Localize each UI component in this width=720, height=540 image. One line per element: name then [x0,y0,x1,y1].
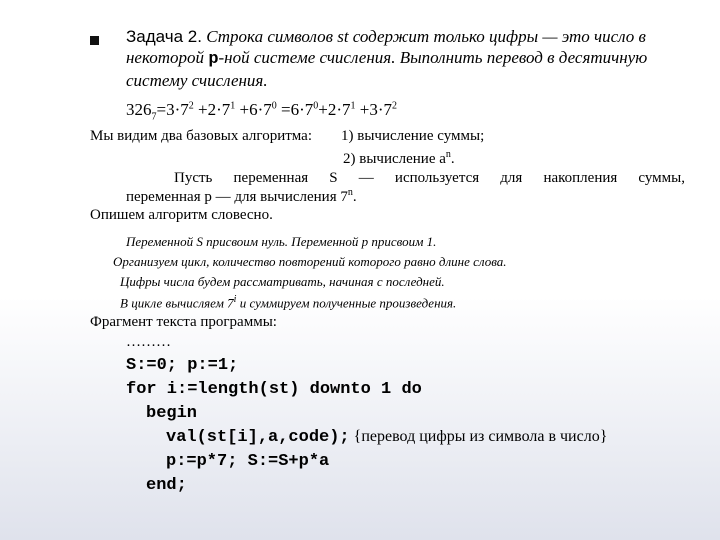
code-comment: {перевод цифры из символа в число} [349,428,608,445]
formula-term: =3·7 [156,100,189,119]
algorithm-1: 1) вычисление суммы; [341,128,485,144]
task-p: p [208,50,219,69]
fragment-dots: ……… [126,334,171,350]
formula-term: =6·7 [276,100,314,119]
formula-exp: 1 [230,100,236,112]
task-text-1: Строка символов st содержит только цифры — это число в некоторой [126,27,646,67]
formula [126,100,397,122]
code-line-4: val(st[i],a,code); {перевод цифры из символа в число} [166,428,608,447]
bullet-square [90,36,99,45]
formula-term: +6·7 [235,100,272,119]
formula-exp: 2 [392,100,397,112]
formula-exp: 0 [271,100,277,112]
formula-term: +3·7 [355,100,392,119]
formula-term: +2·7 [193,100,231,119]
variable-s-text: Пусть переменная S — используется для накопления суммы, [174,170,685,186]
task-statement [126,26,686,91]
formula-exp: 0 [313,100,319,112]
task-lead: Задача 2. [126,27,202,46]
code-line-2: for i:=length(st) downto 1 do [126,380,422,399]
describe-text: Опишем алгоритм словесно. [90,207,273,223]
formula-exp: 2 [188,100,194,112]
formula-base: 7 [151,111,157,123]
algo-line-3: Цифры числа будем рассматривать, начиная с последней. [120,274,445,289]
algo-line-4: В цикле вычисляем 7$^i$ и суммируем полученные произведения. [120,294,457,311]
code-line-5: p:=p*7; S:=S+p*a [166,452,330,471]
algo-line-2: Организуем цикл, количество повторений которого равно длине слова. [113,254,507,269]
base-algorithms-label: Мы видим два базовых алгоритма: [90,128,312,144]
formula-number: 326 [126,100,152,119]
formula-term: +2·7 [318,100,351,119]
code-line-3: begin [146,404,198,423]
code-line-1: S:=0; p:=1; [126,356,239,375]
fragment-title: Фрагмент текста программы: [90,314,277,330]
code-line-6: end; [146,476,187,495]
variable-p-text: переменная p — для вычисления 7$^n$. [126,187,357,205]
task-text-2: -ной системе счисления. Выполнить перевод в десятичную систему счисления. [126,48,648,90]
algo-line-1: Переменной S присвоим нуль. Переменной p присвоим 1. [126,234,437,249]
algorithm-2: 2) вычисление $a^n$. [343,149,455,167]
formula-exp: 1 [350,100,356,112]
